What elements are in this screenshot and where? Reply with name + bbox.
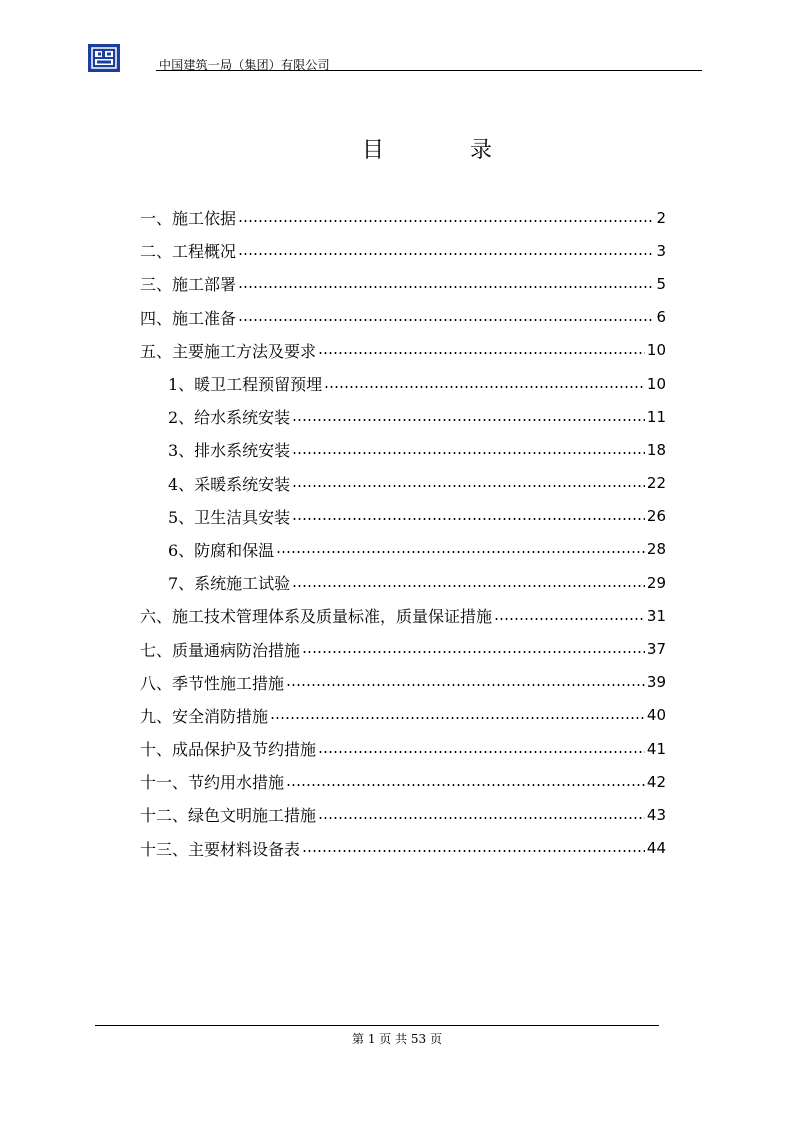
- toc-leader-dots: [286, 684, 645, 686]
- toc-entry[interactable]: [140, 301, 666, 334]
- toc-entry[interactable]: [140, 798, 666, 831]
- toc-entry-page: 5: [656, 274, 666, 293]
- toc-entry[interactable]: [140, 632, 666, 665]
- company-name: 中国建筑一局（集团）有限公司: [159, 58, 330, 72]
- toc-leader-dots: [302, 651, 645, 653]
- toc-entry-label: 六、施工技术管理体系及质量标准，质量保证措施: [140, 607, 493, 627]
- toc-entry-page: 3: [656, 241, 666, 260]
- toc-leader-dots: [494, 618, 645, 620]
- toc-entry-page: 28: [646, 540, 666, 559]
- toc-leader-dots: [302, 850, 645, 852]
- toc-title-char-2: 录: [470, 138, 493, 163]
- toc-leader-dots: [292, 419, 645, 421]
- page-header: [88, 38, 702, 74]
- toc-entry-page: 37: [646, 640, 666, 659]
- footer-divider: [95, 1025, 659, 1026]
- toc-leader-dots: [292, 585, 645, 587]
- toc-entry-label: 二、工程概况: [140, 242, 237, 262]
- toc-entry-page: 42: [646, 772, 666, 791]
- toc-entry-label: 九、安全消防措施: [140, 706, 269, 726]
- table-of-contents: [140, 201, 666, 865]
- toc-entry-label: 1、暖卫工程预留预埋: [168, 375, 323, 395]
- toc-leader-dots: [238, 286, 654, 288]
- page-number: 第 1 页 共 53 页: [352, 1032, 442, 1046]
- toc-entry-label: 十一、节约用水措施: [140, 773, 285, 793]
- toc-entry-label: 4、采暖系统安装: [168, 474, 291, 494]
- toc-entry-label: 2、给水系统安装: [168, 408, 291, 428]
- company-logo-icon: [88, 44, 120, 72]
- toc-entry[interactable]: [140, 533, 666, 566]
- toc-title-char-1: 目: [362, 138, 385, 163]
- toc-entry[interactable]: [140, 599, 666, 632]
- toc-leader-dots: [276, 551, 645, 553]
- toc-leader-dots: [238, 220, 654, 222]
- toc-entry-label: 5、卫生洁具安装: [168, 507, 291, 527]
- toc-entry-page: 41: [646, 739, 666, 758]
- toc-entry[interactable]: [140, 699, 666, 732]
- toc-entry-page: 31: [646, 606, 666, 625]
- toc-entry[interactable]: [140, 367, 666, 400]
- toc-entry[interactable]: [140, 201, 666, 234]
- toc-entry-label: 五、主要施工方法及要求: [140, 341, 317, 361]
- toc-leader-dots: [324, 386, 645, 388]
- toc-entry-label: 一、施工依据: [140, 209, 237, 229]
- toc-entry[interactable]: [140, 267, 666, 300]
- toc-entry[interactable]: [140, 334, 666, 367]
- toc-entry[interactable]: [140, 765, 666, 798]
- toc-entry-page: 10: [646, 374, 666, 393]
- toc-entry[interactable]: [140, 832, 666, 865]
- toc-entry-page: 39: [646, 673, 666, 692]
- toc-entry[interactable]: [140, 732, 666, 765]
- toc-entry-page: 29: [646, 573, 666, 592]
- toc-entry[interactable]: [140, 400, 666, 433]
- toc-leader-dots: [292, 518, 645, 520]
- toc-entry-label: 七、质量通病防治措施: [140, 640, 301, 660]
- toc-leader-dots: [286, 784, 645, 786]
- toc-leader-dots: [318, 751, 645, 753]
- toc-entry-page: 40: [646, 706, 666, 725]
- toc-entry-page: 44: [646, 839, 666, 858]
- toc-entry[interactable]: [140, 566, 666, 599]
- toc-entry-label: 四、施工准备: [140, 308, 237, 328]
- toc-entry-label: 十、成品保护及节约措施: [140, 740, 317, 760]
- toc-entry[interactable]: [140, 433, 666, 466]
- toc-entry[interactable]: [140, 467, 666, 500]
- toc-leader-dots: [318, 352, 645, 354]
- toc-entry-page: 22: [646, 474, 666, 493]
- toc-entry-label: 八、季节性施工措施: [140, 673, 285, 693]
- toc-entry[interactable]: [140, 234, 666, 267]
- toc-entry-label: 十二、绿色文明施工措施: [140, 806, 317, 826]
- toc-entry-label: 三、施工部署: [140, 275, 237, 295]
- toc-entry-page: 6: [656, 308, 666, 327]
- toc-entry-page: 26: [646, 507, 666, 526]
- toc-entry-label: 7、系统施工试验: [168, 574, 291, 594]
- toc-leader-dots: [270, 717, 645, 719]
- toc-entry-page: 2: [656, 208, 666, 227]
- toc-leader-dots: [318, 817, 645, 819]
- toc-entry-page: 11: [646, 407, 666, 426]
- toc-leader-dots: [292, 485, 645, 487]
- toc-leader-dots: [238, 253, 654, 255]
- toc-entry-page: 43: [646, 805, 666, 824]
- toc-leader-dots: [292, 452, 645, 454]
- header-divider: [156, 70, 702, 71]
- toc-leader-dots: [238, 319, 654, 321]
- toc-entry-page: 18: [646, 440, 666, 459]
- toc-entry[interactable]: [140, 666, 666, 699]
- toc-entry-label: 6、防腐和保温: [168, 540, 275, 560]
- toc-entry-page: 10: [646, 341, 666, 360]
- toc-entry-label: 3、排水系统安装: [168, 441, 291, 461]
- toc-entry[interactable]: [140, 500, 666, 533]
- toc-entry-label: 十三、主要材料设备表: [140, 839, 301, 859]
